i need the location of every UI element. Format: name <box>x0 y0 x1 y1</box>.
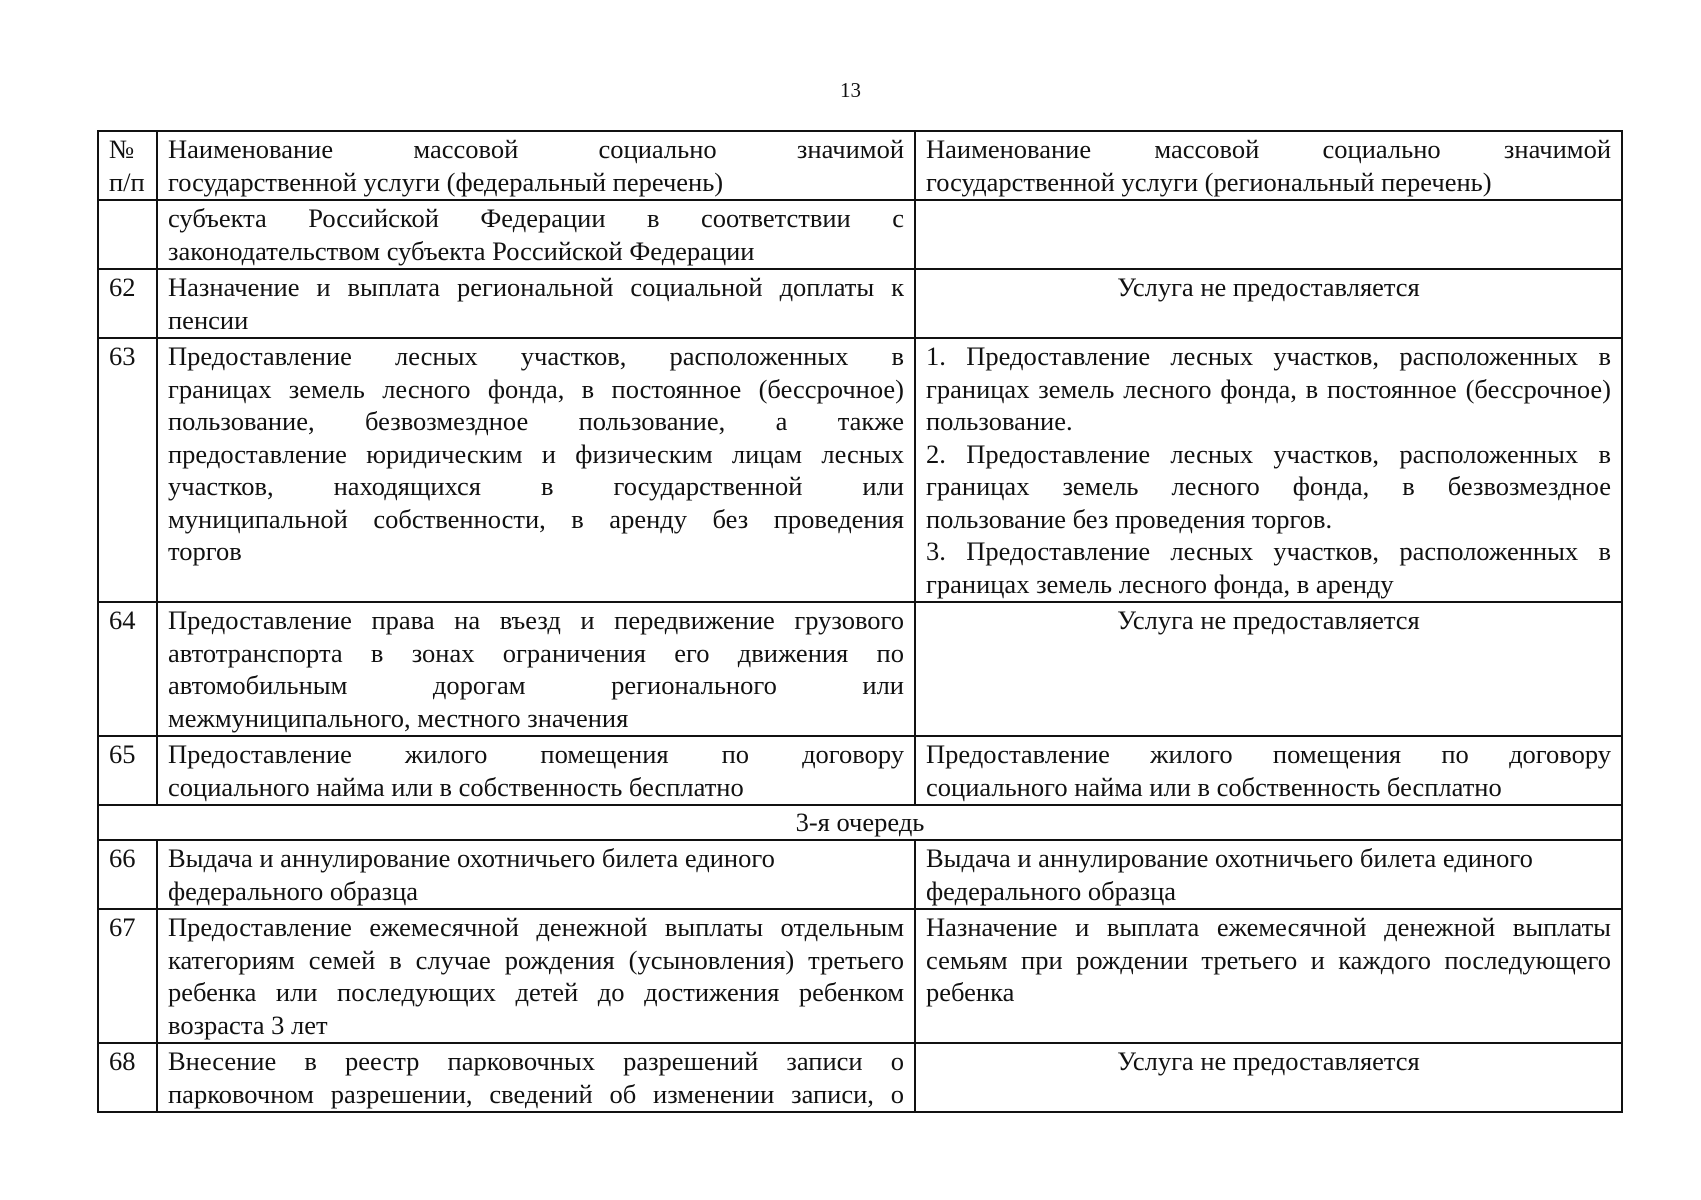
header-num-label: п/п <box>109 166 145 197</box>
row-num-cell <box>98 200 157 269</box>
row-federal-text: Внесение в реестр парковочных разрешений записи о <box>168 1046 904 1076</box>
table-row <box>98 909 1622 1043</box>
row-federal-text: предоставление юридическим и физическим лицам лесных <box>168 438 904 469</box>
row-regional-text: Выдача и аннулирование охотничьего билета единого <box>926 843 1533 873</box>
row-num-cell: 62 <box>98 269 157 338</box>
row-federal-text: пенсии <box>168 304 249 335</box>
row-regional-cell <box>915 909 1622 1043</box>
section-title: 3-я очередь <box>98 805 1622 840</box>
row-federal-text: границах земель лесного фонда, в постоянное (бессрочное) <box>168 373 904 404</box>
row-num-cell: 65 <box>98 736 157 805</box>
table-row <box>98 1043 1622 1112</box>
row-num-cell: 67 <box>98 909 157 1043</box>
header-federal-label: государственной услуги (федеральный перечень) <box>168 166 724 197</box>
row-regional-text: семьям при рождении третьего и каждого последующего <box>926 944 1611 975</box>
row-federal-text: Назначение и выплата региональной социальной доплаты к <box>168 272 904 302</box>
row-federal-text: Предоставление лесных участков, расположенных в <box>168 341 904 371</box>
row-num-cell: 64 <box>98 602 157 736</box>
row-federal-text: возраста 3 лет <box>168 1009 328 1040</box>
row-regional-cell: Услуга не предоставляется <box>915 1043 1622 1112</box>
row-federal-cell <box>157 338 915 602</box>
row-regional-cell <box>915 736 1622 805</box>
row-regional-cell <box>915 338 1622 602</box>
row-federal-text: субъекта Российской Федерации в соответствии с <box>168 203 904 233</box>
table-row <box>98 338 1622 602</box>
table-row <box>98 269 1622 338</box>
row-federal-text: федерального образца <box>168 875 419 906</box>
row-federal-text: пользование, безвозмездное пользование, а также <box>168 406 904 436</box>
header-regional-label: государственной услуги (региональный перечень) <box>926 166 1492 197</box>
row-federal-cell <box>157 1043 915 1112</box>
row-federal-text: муниципальной собственности, в аренду без проведения <box>168 503 904 534</box>
table-row <box>98 200 1622 269</box>
row-federal-text: Предоставление права на въезд и передвижение грузового <box>168 605 904 635</box>
regional-list-item: 2. Предоставление лесных участков, расположенных в границах земель лесного фонда, в безвозмездное пользование без проведения торгов. <box>926 438 1611 534</box>
row-federal-text: ребенка или последующих детей до достижения ребенком <box>168 977 904 1007</box>
row-federal-cell <box>157 602 915 736</box>
row-regional-text: ребенка <box>926 977 1015 1007</box>
header-federal-cell <box>157 131 915 200</box>
row-regional-cell <box>915 200 1622 269</box>
regional-list-item: 3. Предоставление лесных участков, расположенных в границах земель лесного фонда, в аренду <box>926 536 1611 599</box>
row-federal-text: Предоставление ежемесячной денежной выплаты отдельным <box>168 912 904 942</box>
row-regional-text: Предоставление жилого помещения по договору <box>926 739 1611 769</box>
row-federal-cell <box>157 736 915 805</box>
row-federal-text: категориям семей в случае рождения (усыновления) третьего <box>168 944 904 975</box>
section-header-row <box>98 805 1622 840</box>
row-regional-text: федерального образца <box>926 875 1177 906</box>
page-number: 13 <box>840 78 861 102</box>
services-table <box>97 130 1623 1113</box>
row-federal-text: Предоставление жилого помещения по договору <box>168 739 904 769</box>
table-row <box>98 736 1622 805</box>
row-num-cell: 68 <box>98 1043 157 1112</box>
table-row <box>98 840 1622 909</box>
row-federal-cell <box>157 200 915 269</box>
row-num-cell: 66 <box>98 840 157 909</box>
row-federal-cell <box>157 269 915 338</box>
row-regional-cell <box>915 840 1622 909</box>
header-num-label: № <box>109 134 135 164</box>
header-regional-label: Наименование массовой социально значимой <box>926 134 1611 164</box>
row-regional-text: социального найма или в собственность бесплатно <box>926 771 1502 802</box>
table-header-row <box>98 131 1622 200</box>
row-federal-text: Выдача и аннулирование охотничьего билета единого <box>168 843 775 873</box>
row-regional-cell: Услуга не предоставляется <box>915 269 1622 338</box>
row-federal-text: межмуниципального, местного значения <box>168 702 629 733</box>
row-regional-cell: Услуга не предоставляется <box>915 602 1622 736</box>
table-row <box>98 602 1622 736</box>
row-federal-text: парковочном разрешении, сведений об изменении записи, о <box>168 1078 904 1109</box>
header-num-cell <box>98 131 157 200</box>
row-regional-text: Назначение и выплата ежемесячной денежной выплаты <box>926 912 1611 942</box>
row-federal-text: автотранспорта в зонах ограничения его движения по <box>168 637 904 668</box>
row-federal-text: социального найма или в собственность бесплатно <box>168 771 744 802</box>
row-federal-text: торгов <box>168 536 242 566</box>
regional-list-item: 1. Предоставление лесных участков, расположенных в границах земель лесного фонда, в постоянное (бессрочное) пользование. <box>926 341 1611 436</box>
header-federal-label: Наименование массовой социально значимой <box>168 134 904 164</box>
header-regional-cell <box>915 131 1622 200</box>
row-federal-cell <box>157 840 915 909</box>
row-federal-cell <box>157 909 915 1043</box>
row-federal-text: автомобильным дорогам регионального или <box>168 670 904 700</box>
row-federal-text: участков, находящихся в государственной или <box>168 471 904 501</box>
row-num-cell: 63 <box>98 338 157 602</box>
row-federal-text: законодательством субъекта Российской Федерации <box>168 235 755 266</box>
